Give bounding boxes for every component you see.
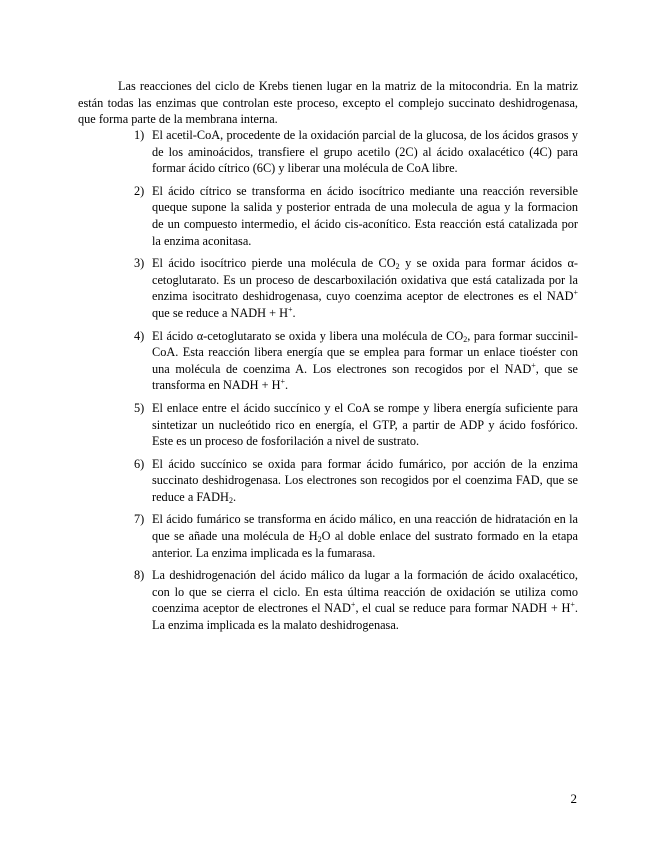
step-text: . <box>292 305 296 320</box>
step-text: . La enzima implicada es la malato deshidrogenasa. <box>152 601 578 633</box>
step-number: 3) <box>134 256 145 271</box>
step-text: , que se transforma en NADH + H <box>152 361 578 393</box>
step-text: La deshidrogenación del ácido málico da lugar a la formación de ácido oxalacético, con lo que se cierra el ciclo. En esta última reacción de oxidación se utiliza como coenzima aceptor de electrones el NAD <box>152 568 578 616</box>
superscript: + <box>288 304 293 314</box>
step-text: El acetil-CoA, procedente de la oxidación parcial de la glucosa, de los ácidos grasos y de los aminoácidos, transfiere el grupo acetilo (2C) al ácido oxalacético (4C) para formar ácido cítrico (6C) y liberar una molécula de CoA libre. <box>152 128 578 176</box>
step-number: 1) <box>134 128 145 142</box>
step-text: , el cual se reduce para formar NADH + H <box>355 601 571 616</box>
step-text: El ácido fumárico se transforma en ácido málico, en una reacción de hidratación en la que se añade una molécula de H <box>152 512 578 544</box>
page-number: 2 <box>570 791 577 806</box>
step-text: , para formar succinil-CoA. Esta reacción libera energía que se emplea para formar un enlace tioéster con una molécula de coenzima A. Los electrones son recogidos por el NAD <box>152 328 578 376</box>
step-number: 5) <box>134 400 145 415</box>
step-text: . <box>285 378 289 393</box>
superscript: + <box>570 600 575 610</box>
step-text: El enlace entre el ácido succínico y el CoA se rompe y libera energía suficiente para sintetizar un nucleótido rico en energía, el GTP, a partir de ADP y ácido fosfórico. Este es un proceso de fosforilación a nivel de sustrato. <box>152 400 578 449</box>
step-item <box>78 127 578 177</box>
step-text: El ácido isocítrico pierde una molécula de CO <box>152 256 396 271</box>
step-item <box>78 567 578 633</box>
superscript: + <box>280 377 286 387</box>
superscript: + <box>531 360 536 370</box>
step-item <box>78 328 578 394</box>
subscript: 2 <box>395 262 400 272</box>
step-number: 4) <box>134 328 145 343</box>
krebs-steps-list <box>78 127 578 640</box>
step-item <box>78 400 578 450</box>
intro-paragraph: Las reacciones del ciclo de Krebs tienen lugar en la matriz de la mitocondria. En la matriz están todas las enzimas que controlan este proceso, excepto el complejo succinato deshidrogenasa, que forma parte de la membrana interna. <box>78 79 578 127</box>
step-item <box>78 456 578 506</box>
step-number: 6) <box>134 456 145 471</box>
step-number: 2) <box>134 183 145 198</box>
subscript: 2 <box>228 495 233 505</box>
step-text: y se oxida para formar ácidos α-cetoglutarato. Es un proceso de descarboxilación oxidativa que está catalizada por la enzima isocitrato deshidrogenasa, cuyo coenzima aceptor de electrones es el NAD <box>152 256 578 304</box>
subscript: 2 <box>463 334 468 344</box>
step-item <box>78 183 578 249</box>
subscript: 2 <box>317 535 322 545</box>
superscript: + <box>573 288 578 298</box>
step-text: . <box>232 489 237 504</box>
step-text: O al doble enlace del sustrato formado en la etapa anterior. La enzima implicada es la fumarasa. <box>152 529 578 560</box>
step-text: El ácido cítrico se transforma en ácido isocítrico mediante una reacción reversible queque supone la salida y posterior entrada de una molecula de agua y la formacion de un compuesto intermedio, el ácido cis-aconítico. Esta reacción está catalizada por la enzima aconitasa. <box>152 183 578 248</box>
step-item <box>78 511 578 561</box>
superscript: + <box>350 600 356 610</box>
step-text: El ácido α-cetoglutarato se oxida y libera una molécula de CO <box>152 328 464 343</box>
step-text: que se reduce a NADH + H <box>152 305 289 320</box>
step-number: 8) <box>134 568 145 583</box>
step-text: El ácido succínico se oxida para formar ácido fumárico, por acción de la enzima succinato deshidrogenasa. Los electrones son recogidos por el coenzima FAD, que se reduce a FADH <box>152 456 578 504</box>
step-number: 7) <box>134 512 145 527</box>
step-item <box>78 255 578 321</box>
